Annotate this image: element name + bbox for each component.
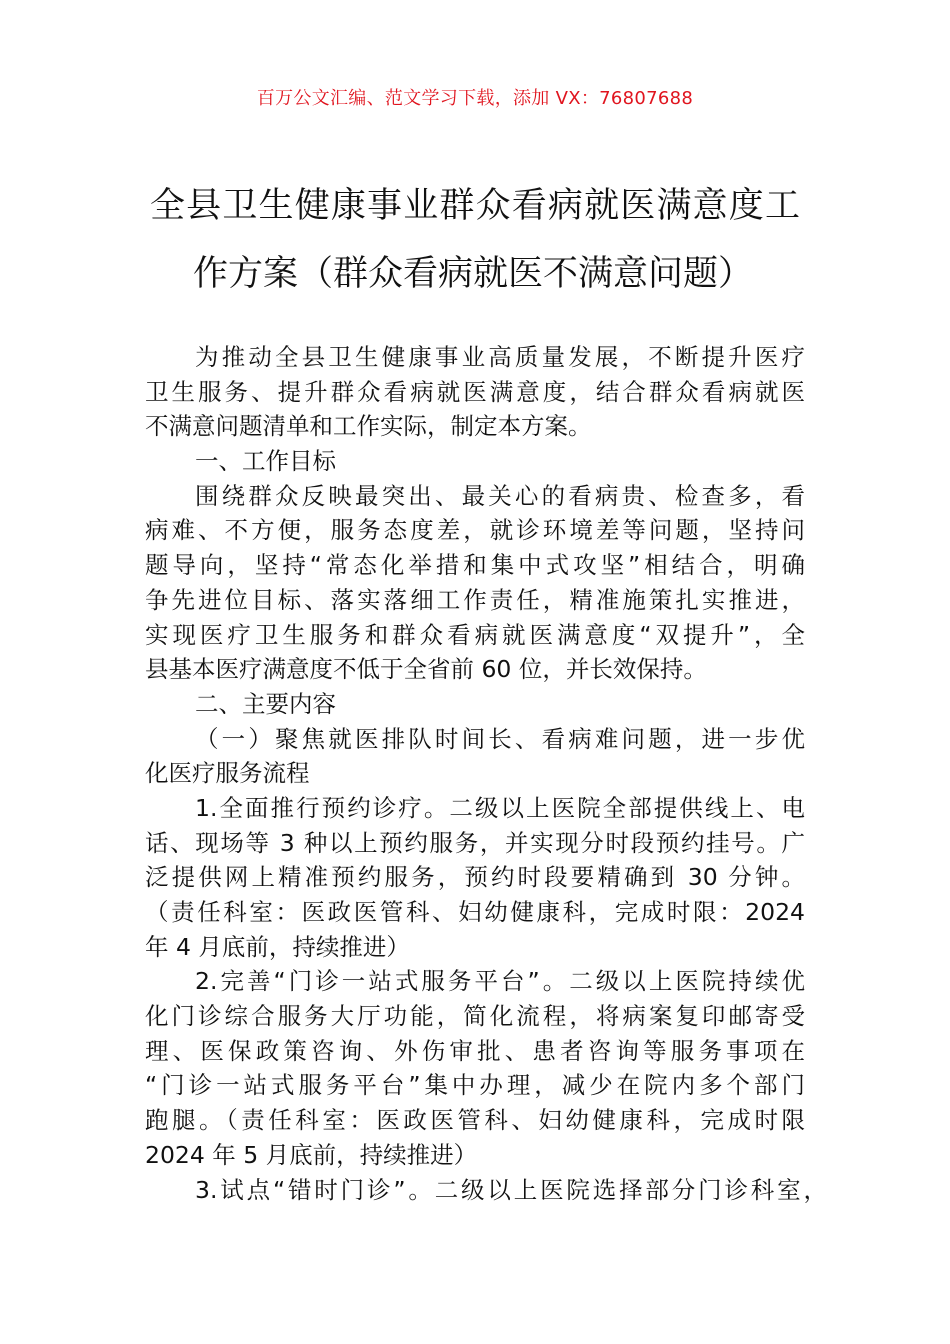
watermark-header: 百万公文汇编、范文学习下载，添加 VX：76807688	[256, 88, 694, 109]
document-body	[145, 340, 827, 1207]
body-text-line: 1.全面推行预约诊疗。二级以上医院全部提供线上、电	[195, 793, 805, 822]
body-text-line: 不满意问题清单和工作实际，制定本方案。	[145, 412, 592, 441]
body-text-line: 实现医疗卫生服务和群众看病就医满意度“双提升”，全	[145, 620, 805, 649]
body-text-line: 理、医保政策咨询、外伤审批、患者咨询等服务事项在	[145, 1036, 805, 1065]
body-text-line: 3.试点“错时门诊”。二级以上医院选择部分门诊科室，	[195, 1175, 827, 1204]
body-text-line: 一、工作目标	[195, 447, 336, 476]
body-text-line: 2.完善“门诊一站式服务平台”。二级以上医院持续优	[195, 967, 805, 996]
body-text-line: 泛提供网上精准预约服务，预约时段要精确到 30 分钟。	[145, 863, 805, 892]
body-text-line: “门诊一站式服务平台”集中办理，减少在院内多个部门	[145, 1071, 805, 1100]
body-text-line: 年 4 月底前，持续推进）	[145, 932, 410, 961]
document-title-line-2: 作方案（群众看病就医不满意问题）	[193, 254, 754, 294]
body-text-line: 二、主要内容	[195, 689, 336, 718]
body-text-line: 县基本医疗满意度不低于全省前 60 位，并长效保持。	[145, 655, 707, 684]
body-text-line: 为推动全县卫生健康事业高质量发展，不断提升医疗	[195, 343, 805, 371]
body-text-line: 2024 年 5 月底前，持续推进）	[145, 1140, 478, 1169]
body-text-line: 卫生服务、提升群众看病就医满意度，结合群众看病就医	[145, 377, 805, 406]
body-text-line: 化门诊综合服务大厅功能，简化流程，将病案复印邮寄受	[145, 1002, 805, 1031]
body-text-line: 话、现场等 3 种以上预约服务，并实现分时段预约挂号。广	[145, 828, 805, 857]
body-text-line: 题导向，坚持“常态化举措和集中式攻坚”相结合，明确	[145, 551, 805, 580]
body-text-line: 病难、不方便，服务态度差，就诊环境差等问题，坚持问	[145, 516, 805, 545]
body-text-line: 围绕群众反映最突出、最关心的看病贵、检查多，看	[195, 481, 805, 510]
body-text-line: 化医疗服务流程	[145, 759, 310, 788]
body-text-line: （责任科室：医政医管科、妇幼健康科，完成时限：2024	[145, 898, 805, 926]
body-text-line: 跑腿。（责任科室：医政医管科、妇幼健康科，完成时限	[145, 1106, 805, 1135]
body-text-line: 争先进位目标、落实落细工作责任，精准施策扎实推进，	[145, 585, 805, 614]
document-title-line-1: 全县卫生健康事业群众看病就医满意度工	[150, 186, 800, 226]
body-text-line: （一）聚焦就医排队时间长、看病难问题，进一步优	[195, 724, 805, 753]
